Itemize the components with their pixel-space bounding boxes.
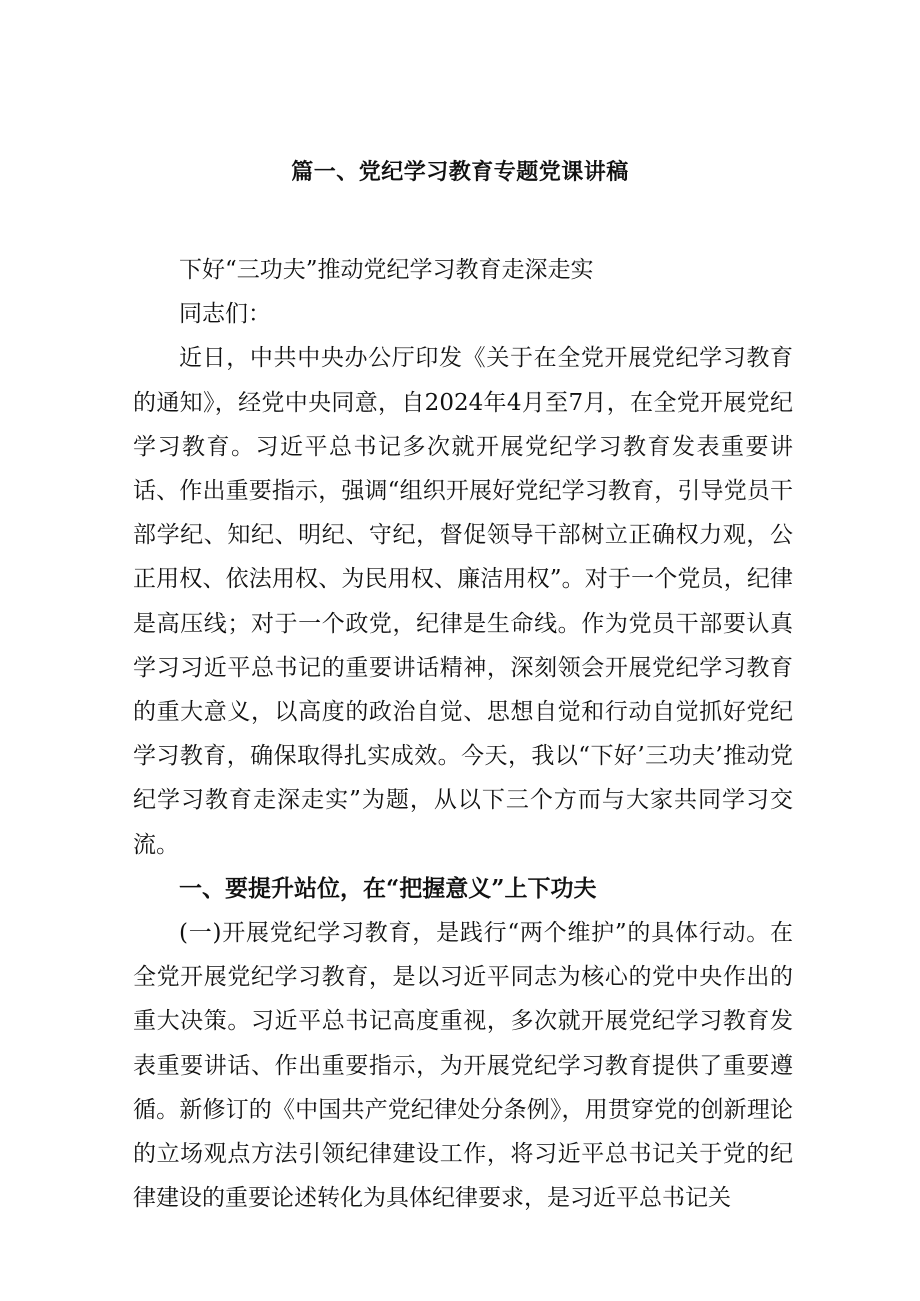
salutation: 同志们： <box>179 301 271 328</box>
section-1-1-paragraph: (一)开展党纪学习教育，是践行“两个维护”的具体行动。在全党开展党纪学习教育，是以习近平同志为核心的党中央作出的重大决策。习近平总书记高度重视，多次就开展党纪学习教育发表重要讲话、作出重要指示，为开展党纪学习教育提供了重要遵循。新修订的《中国共产党纪律处分条例》，用贯穿党的创新理论的立场观点方法引领纪律建设工作，将习近平总书记关于党的纪律建设的重要论述转化为具体纪律要求，是习近平总书记关 <box>133 920 793 1212</box>
document-body <box>133 248 793 1220</box>
document-title: 篇一、党纪学习教育专题党课讲稿 <box>291 159 629 185</box>
intro-paragraph: 近日，中共中央办公厅印发《关于在全党开展党纪学习教育的通知》，经党中央同意，自2024年4月至7月，在全党开展党纪学习教育。习近平总书记多次就开展党纪学习教育发表重要讲话、作出重要指示，强调“组织开展好党纪学习教育，引导党员干部学纪、知纪、明纪、守纪，督促领导干部树立正确权力观，公正用权、依法用权、为民用权、廉洁用权”。对于一个党员，纪律是高压线；对于一个政党，纪律是生命线。作为党员干部要认真学习习近平总书记的重要讲话精神，深刻领会开展党纪学习教育的重大意义，以高度的政治自觉、思想自觉和行动自觉抓好党纪学习教育，确保取得扎实成效。今天，我以“下好’三功夫’推动党纪学习教育走深走实”为题，从以下三个方而与大家共同学习交流。 <box>133 345 793 858</box>
speech-subtitle: 下好“三功夫”推动党纪学习教育走深走实 <box>179 257 594 283</box>
section-heading-1: 一、要提升站位，在“把握意义”上下功夫 <box>179 874 597 902</box>
